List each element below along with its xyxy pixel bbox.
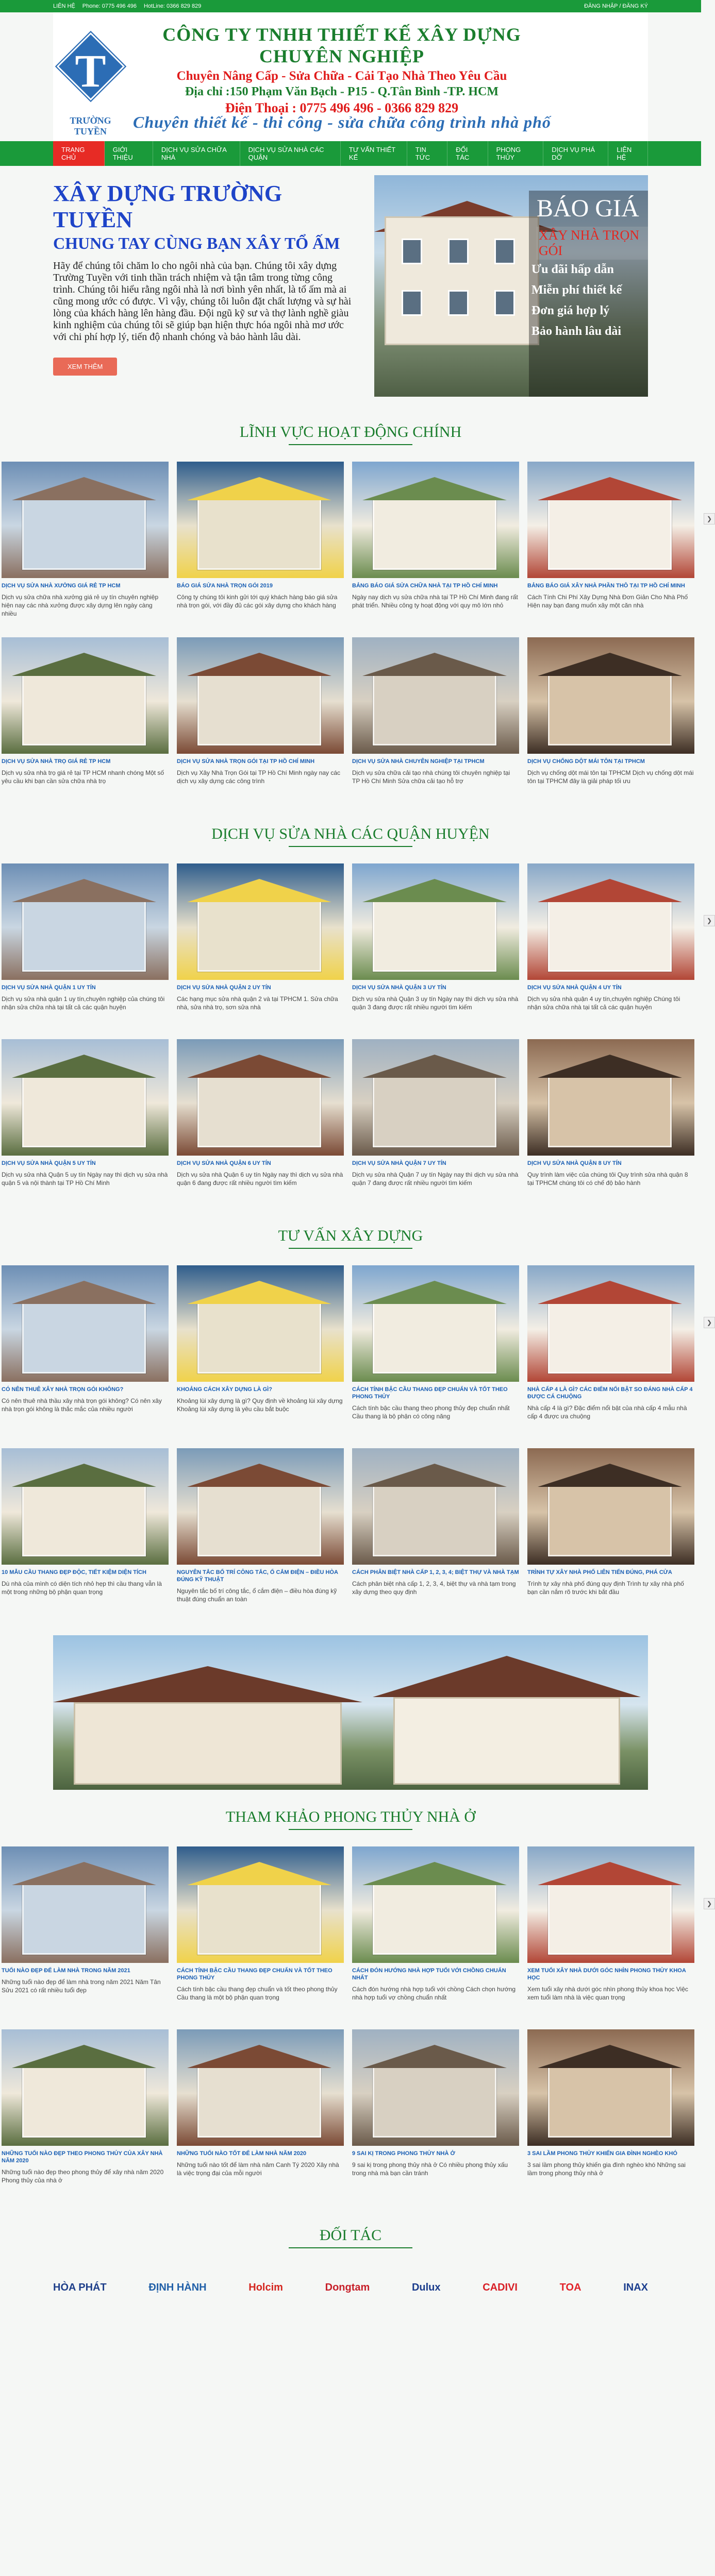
house-shape [385,216,539,345]
post-thumbnail[interactable] [2,637,169,754]
post-title[interactable]: CÓ NÊN THUÊ XÂY NHÀ TRỌN GÓI KHÔNG? [2,1386,124,1393]
post-title[interactable]: NHỮNG TUỔI NÀO ĐẸP THEO PHONG THỦY CỦA XÂY NHÀ NĂM 2020 [2,2150,163,2164]
post-card[interactable] [2,1846,169,2018]
post-excerpt: Dịch vụ Xây Nhà Trọn Gói tại TP Hồ Chí Minh ngày nay các dịch vụ xây dựng các công trình [177,769,341,785]
post-thumbnail[interactable] [527,1846,694,1963]
post-title[interactable]: DỊCH VỤ SỬA NHÀ XƯỞNG GIÁ RẺ TP HCM [2,583,121,589]
login-link[interactable]: ĐĂNG NHẬP / ĐĂNG KÝ [584,3,648,9]
post-title[interactable]: DỊCH VỤ SỬA NHÀ QUẬN 1 UY TÍN [2,985,96,991]
post-card[interactable] [177,2029,344,2201]
post-card[interactable] [352,1846,519,2018]
post-excerpt: Công ty chúng tôi kinh gửi tới quý khách hàng báo giá sửa nhà trọn gói, với đầy đủ các gói xây dựng cho khách hàng [177,594,338,609]
logo-name: TRƯỜNG TUYỀN [70,115,111,137]
banner-line: Ưu đãi hấp dẫn [531,263,614,276]
hero-banner[interactable] [374,175,648,397]
slogan: Chuyên thiết kế - thi công - sửa chữa công trình nhà phố [133,113,551,131]
post-thumbnail[interactable] [352,2029,519,2146]
post-thumbnail[interactable] [527,637,694,754]
post-thumbnail[interactable] [2,1265,169,1382]
post-thumbnail[interactable] [352,637,519,754]
post-excerpt: Xem tuổi xây nhà dưới góc nhìn phong thủy khoa học Việc xem tuổi làm nhà là việc quan trọng [527,1986,688,2001]
post-card[interactable] [527,2029,694,2201]
post-thumbnail[interactable] [2,863,169,980]
post-card[interactable] [2,1265,169,1437]
section-title [0,825,701,847]
carousel-next-icon[interactable]: ❯ [704,1317,715,1328]
post-excerpt: Cách phân biệt nhà cấp 1, 2, 3, 4, biệt thự và nhà tạm trong xây dựng theo quy định [352,1580,516,1596]
banner-line: Đơn giá hợp lý [531,304,610,317]
post-title[interactable]: TUỔI NÀO ĐẸP ĐỂ LÀM NHÀ TRONG NĂM 2021 [2,1968,130,1974]
hero-paragraph: Hãy để chúng tôi chăm lo cho ngôi nhà của bạn. Chúng tôi xây dựng Trường Tuyền với tinh thần trách nhiệm và tận tâm trong từng công trình. Chúng tôi hiểu rằng ngôi nhà là nơi bình yên nhất, là tổ ấm mà ai cũng mong ước có được. Vì vậy, chúng tôi luôn đặt chất lượng và sự hài lòng của khách hàng lên hàng đầu. Đội ngũ kỹ sư và thợ lành nghề giàu kinh nghiệm của chúng tôi sẽ giúp bạn hiện thực hóa ngôi nhà mơ ước với chi phí hợp lý, tiến độ nhanh chóng và bảo hành lâu dài. [53,260,352,343]
post-title[interactable]: TRÌNH TỰ XÂY NHÀ PHỐ LIÊN TIẾN ĐÚNG, PHÁ CỬA [527,1569,672,1575]
nav-item[interactable]: DỊCH VỤ PHÁ DỠ [543,141,608,166]
post-thumbnail[interactable] [527,1448,694,1565]
phone-line: Điện Thoại : 0775 496 496 - 0366 829 829 [225,100,459,115]
post-card[interactable] [352,637,519,802]
post-title[interactable]: DỊCH VỤ SỬA NHÀ QUẬN 3 UY TÍN [352,985,446,991]
post-card[interactable] [527,1846,694,2018]
post-title[interactable]: DỊCH VỤ SỬA NHÀ CHUYÊN NGHIỆP TẠI TPHCM [352,758,485,765]
hero [53,175,648,397]
logo[interactable] [53,28,128,137]
nav-item[interactable]: DỊCH VỤ SỬA NHÀ CÁC QUẬN [240,141,341,166]
services-line: Chuyên Nâng Cấp - Sửa Chữa - Cải Tạo Nhà Theo Yêu Cầu [176,69,507,83]
section-title-text: THAM KHẢO PHONG THỦY NHÀ Ở [225,1808,476,1825]
banner-subtitle: XÂY NHÀ TRỌN GÓI [537,227,648,260]
post-card[interactable] [352,462,519,626]
post-excerpt: Dịch vụ sửa nhà Quận 5 uy tín Ngày nay thì dịch vụ sửa nhà quận 5 và nội thành tại TP Hồ Chí Minh [2,1171,168,1187]
tuvan-grid [2,1265,712,1620]
post-thumbnail[interactable] [177,1039,344,1156]
nav-item[interactable]: TIN TỨC [407,141,448,166]
post-excerpt: Dịch vụ chống dột mái tôn tại TPHCM Dịch vụ chống dột mái tôn tại TPHCM đây là giải pháp tối ưu [527,769,694,785]
header-info [161,24,522,116]
post-thumbnail[interactable] [177,637,344,754]
post-excerpt: Quy trình làm việc của chúng tôi Quy trình sửa nhà quận 8 tại TPHCM chúng tôi có chế độ bảo hành [527,1171,688,1187]
hero-text [53,175,355,397]
post-title[interactable]: XEM TUỔI XÂY NHÀ DƯỚI GÓC NHÌN PHONG THỦY KHOA HỌC [527,1968,686,1981]
post-excerpt: Trình tự xây nhà phố đúng quy định Trình tự xây nhà phố bạn cần nắm rõ trước khi bắt đầu [527,1580,684,1596]
post-title[interactable]: DỊCH VỤ SỬA NHÀ TRỌ GIÁ RẺ TP HCM [2,758,111,765]
top-bar [0,0,701,12]
post-title[interactable]: DỊCH VỤ CHỐNG DỘT MÁI TÔN TẠI TPHCM [527,758,645,765]
post-card[interactable] [177,1039,344,1204]
hero-subtitle: CHUNG TAY CÙNG BẠN XÂY TỔ ẤM [53,234,340,252]
post-card[interactable] [527,637,694,802]
post-excerpt: Cách tính bậc cầu thang đẹp chuẩn và tốt theo phong thủy Cầu thang là một bộ phận quan trọng [177,1986,338,2001]
nav-item[interactable]: ĐỐI TÁC [447,141,488,166]
partner-logo[interactable]: Holcim [248,2281,283,2293]
hero-title: XÂY DỰNG TRƯỜNG TUYỀN [53,181,282,232]
wide-banner-image [53,1635,648,1790]
post-excerpt: Có nên thuê nhà thầu xây nhà trọn gói không? Có nên xây nhà trọn gói không là thắc mắc của nhiều người [2,1397,162,1413]
post-card[interactable] [2,637,169,802]
logo-letter: T [75,46,106,97]
company-name: CÔNG TY TNHH THIẾT KẾ XÂY DỰNG CHUYÊN NGHIỆP [162,24,521,66]
post-thumbnail[interactable] [527,2029,694,2146]
post-card[interactable] [352,1448,519,1620]
main-nav [0,141,701,166]
post-title[interactable]: KHOẢNG CÁCH XÂY DỰNG LÀ GÌ? [177,1386,272,1393]
nav-item[interactable]: TRANG CHỦ [53,141,105,166]
post-card[interactable] [177,863,344,1028]
post-card[interactable] [352,863,519,1028]
post-excerpt: Ngày nay dịch vụ sửa chữa nhà tại TP Hồ Chí Minh đang rất phát triển. Nhiều công ty hoạt động với quy mô lớn nhỏ [352,594,518,609]
post-thumbnail[interactable] [177,1265,344,1382]
partner-logo[interactable]: INAX [623,2281,648,2293]
site-header [53,12,648,141]
post-thumbnail[interactable] [352,1846,519,1963]
carousel-next-icon[interactable]: ❯ [704,1898,715,1909]
post-excerpt: Cách tính bậc cầu thang theo phong thủy đẹp chuẩn nhất Cầu thang là bộ phận có công năng [352,1404,510,1420]
post-card[interactable] [177,462,344,626]
post-title[interactable]: CÁCH TÍNH BẬC CẦU THANG ĐẸP CHUẨN VÀ TỐT THEO PHONG THỦY [352,1386,508,1400]
partner-logo[interactable]: Dongtam [325,2281,370,2293]
post-thumbnail[interactable] [177,462,344,578]
banner-line: Bảo hành lâu dài [531,325,622,338]
post-card[interactable] [527,1039,694,1204]
post-excerpt: Dịch vụ sửa nhà quận 4 uy tín,chuyên nghiệp Chúng tôi nhận sửa chữa nhà tại tất cả các quận huyện [527,995,680,1011]
post-excerpt: Dịch vụ sửa nhà Quận 7 uy tín Ngày nay thì dịch vụ sửa nhà quận 7 đang được rất nhiều người tìm kiếm [352,1171,519,1187]
partner-logo[interactable]: Dulux [411,2281,441,2293]
phone-text: Phone: 0775 496 496 [82,3,137,9]
post-excerpt: Nhà cấp 4 là gì? Đặc điểm nổi bật của nhà cấp 4 mẫu nhà cấp 4 được ưa chuộng [527,1404,687,1420]
post-excerpt: Cách Tính Chi Phí Xây Dựng Nhà Đơn Giản Cho Nhà Phố Hiện nay bạn đang muốn xây một căn nhà [527,594,688,609]
post-thumbnail[interactable] [177,1448,344,1565]
post-title[interactable]: DỊCH VỤ SỬA NHÀ QUẬN 7 UY TÍN [352,1160,446,1166]
post-card[interactable] [352,1039,519,1204]
post-thumbnail[interactable] [2,1846,169,1963]
nav-item[interactable]: LIÊN HỆ [608,141,648,166]
post-thumbnail[interactable] [352,1039,519,1156]
post-thumbnail[interactable] [527,462,694,578]
post-card[interactable] [2,1039,169,1204]
post-card[interactable] [2,1448,169,1620]
post-thumbnail[interactable] [2,1039,169,1156]
section-title [0,1227,701,1249]
post-title[interactable]: 9 SAI KỊ TRONG PHONG THỦY NHÀ Ở [352,2150,455,2157]
contact-link[interactable]: LIÊN HỆ [53,3,75,9]
post-title[interactable]: DỊCH VỤ SỬA NHÀ QUẬN 2 UY TÍN [177,985,271,991]
post-excerpt: Những tuổi nào đẹp theo phong thủy để xây nhà năm 2020 Phong thủy của nhà ở [2,2168,164,2184]
partner-logo[interactable]: CADIVI [483,2281,518,2293]
post-thumbnail[interactable] [352,462,519,578]
partners-row [53,2272,648,2303]
post-title[interactable]: CÁCH TÍNH BẬC CẦU THANG ĐẸP CHUẨN VÀ TỐT THEO PHONG THỦY [177,1968,332,1981]
section-title [0,2227,701,2248]
post-excerpt: Dịch vụ sửa nhà trọ giá rẻ tại TP HCM nhanh chóng Một số yêu cầu khi bạn cần sửa chữa nhà trọ [2,769,164,785]
post-card[interactable] [352,2029,519,2201]
post-card[interactable] [527,1448,694,1620]
post-card[interactable] [2,462,169,626]
post-card[interactable] [2,2029,169,2201]
partner-logo[interactable]: TOA [559,2281,581,2293]
post-excerpt: Dịch vụ sửa chữa cải tạo nhà chúng tôi chuyên nghiệp tại TP Hồ Chí Minh Sửa chữa cải tạo hỗ trợ [352,769,510,785]
post-title[interactable]: DỊCH VỤ SỬA NHÀ QUẬN 6 UY TÍN [177,1160,271,1166]
post-title[interactable]: NHÀ CẤP 4 LÀ GÌ? CÁC ĐIỂM NỔI BẬT SO ĐÁNG NHÀ CẤP 4 ĐƯỢC CÁ CHUỘNG [527,1386,693,1400]
post-card[interactable] [177,1846,344,2018]
post-thumbnail[interactable] [352,1265,519,1382]
nav-item[interactable]: GIỚI THIỆU [105,141,153,166]
post-excerpt: Nguyên tắc bố trí công tắc, ổ cắm điện – điều hòa đúng kỹ thuật đúng chuẩn an toàn [177,1587,337,1603]
post-excerpt: Dịch vụ sửa nhà quận 1 uy tín,chuyên nghiệp của chúng tôi nhận sửa chữa nhà tại tất cả các quận huyện [2,995,165,1011]
post-card[interactable] [527,462,694,626]
post-excerpt: Dịch vụ sửa nhà Quận 3 uy tín Ngày nay thì dịch vụ sửa nhà quận 3 đang được rất nhiều người tìm kiếm [352,995,519,1011]
section-title-text: LĨNH VỰC HOẠT ĐỘNG CHÍNH [239,423,462,440]
post-card[interactable] [527,1265,694,1437]
hotline-text: HotLine: 0366 829 829 [144,3,202,9]
post-thumbnail[interactable] [177,1846,344,1963]
post-excerpt: Dịch vụ sửa nhà Quận 6 uy tín Ngày nay thì dịch vụ sửa nhà quận 6 đang được rất nhiều người tìm kiếm [177,1171,343,1187]
post-title[interactable]: DỊCH VỤ SỬA NHÀ TRỌN GÓI TẠI TP HỒ CHÍ MINH [177,758,315,765]
post-card[interactable] [527,863,694,1028]
section-title-text: DỊCH VỤ SỬA NHÀ CÁC QUẬN HUYỆN [211,825,490,842]
nav-item[interactable]: PHONG THỦY [488,141,544,166]
partner-logo[interactable]: HÒA PHÁT [53,2281,107,2293]
read-more-button[interactable]: XEM THÊM [53,358,117,376]
address-line: Địa chỉ :150 Phạm Văn Bạch - P15 - Q.Tân Bình -TP. HCM [185,85,499,98]
post-thumbnail[interactable] [527,863,694,980]
partner-logo[interactable]: ĐỊNH HÀNH [148,2281,207,2293]
post-thumbnail[interactable] [352,863,519,980]
post-card[interactable] [2,863,169,1028]
post-thumbnail[interactable] [177,863,344,980]
post-title[interactable]: DỊCH VỤ SỬA NHÀ QUẬN 8 UY TÍN [527,1160,622,1166]
post-card[interactable] [177,637,344,802]
post-thumbnail[interactable] [2,2029,169,2146]
nav-item[interactable]: DỊCH VỤ SỬA CHỮA NHÀ [153,141,240,166]
post-thumbnail[interactable] [177,2029,344,2146]
post-title[interactable]: BÁO GIÁ SỬA NHÀ TRỌN GÓI 2019 [177,583,273,589]
post-excerpt: Các hạng mục sửa nhà quận 2 và tại TPHCM 1. Sửa chữa nhà, sửa nhà trọ, sơn sửa nhà [177,995,338,1011]
banner-title: BÁO GIÁ [537,195,639,222]
section-title [0,423,701,445]
post-excerpt: Dù nhà của mình có diện tích nhỏ hẹp thì cầu thang vẫn là một trong những bộ phận quan trọng [2,1580,162,1596]
post-card[interactable] [177,1448,344,1620]
post-thumbnail[interactable] [352,1448,519,1565]
phongthuy-grid [2,1846,712,2201]
post-title[interactable]: DỊCH VỤ SỬA NHÀ QUẬN 5 UY TÍN [2,1160,96,1166]
post-excerpt: Những tuổi nào tốt để làm nhà năm Canh Tý 2020 Xây nhà là việc trọng đại của mỗi người [177,2161,339,2177]
post-excerpt: 3 sai lầm phong thủy khiến gia đình nghèo khó Những sai lầm trong phong thủy nhà ở [527,2161,686,2177]
quan-grid [2,863,712,1204]
post-excerpt: 9 sai kị trong phong thủy nhà ở Có nhiều phong thủy xấu trong nhà mà bạn cần tránh [352,2161,508,2177]
post-title[interactable]: CÁCH PHÂN BIỆT NHÀ CẤP 1, 2, 3, 4; BIỆT THỰ VÀ NHÀ TẠM [352,1569,519,1575]
section-title-text: ĐỐI TÁC [319,2227,382,2244]
carousel-next-icon[interactable]: ❯ [704,513,715,524]
post-title[interactable]: DỊCH VỤ SỬA NHÀ QUẬN 4 UY TÍN [527,985,622,991]
section-title-text: TƯ VẤN XÂY DỰNG [278,1227,423,1244]
nav-item[interactable]: TƯ VẤN THIẾT KẾ [341,141,407,166]
post-title[interactable]: NHỮNG TUỔI NÀO TỐT ĐỂ LÀM NHÀ NĂM 2020 [177,2150,307,2157]
linhvuc-grid [2,462,712,802]
post-thumbnail[interactable] [527,1039,694,1156]
post-excerpt: Dịch vụ sửa chữa nhà xưởng giá rẻ uy tín chuyên nghiệp hiện nay các nhà xưởng được xây dựng lên ngày càng nhiều [2,594,159,617]
post-excerpt: Những tuổi nào đẹp để làm nhà trong năm 2021 Năm Tân Sửu 2021 có rất nhiều tuổi đẹp [2,1978,161,1994]
post-title[interactable]: NGUYÊN TẮC BỐ TRÍ CÔNG TẮC, Ổ CẮM ĐIỆN – ĐIỀU HÒA ĐÚNG KỸ THUẬT [177,1569,338,1583]
post-thumbnail[interactable] [527,1265,694,1382]
section-title [0,1808,701,1830]
post-excerpt: Khoảng lùi xây dựng là gì? Quy định về khoảng lùi xây dựng Khoảng lùi xây dựng là yêu cầu bắt buộc [177,1397,343,1413]
post-title[interactable]: 3 SAI LẦM PHONG THỦY KHIẾN GIA ĐÌNH NGHÈO KHÓ [527,2150,677,2157]
post-title[interactable]: 10 MẪU CẦU THANG ĐẸP ĐỘC, TIẾT KIỆM DIỆN TÍCH [2,1569,146,1575]
post-card[interactable] [352,1265,519,1437]
post-card[interactable] [177,1265,344,1437]
post-thumbnail[interactable] [2,462,169,578]
post-title[interactable]: BẢNG BÁO GIÁ SỬA CHỮA NHÀ TẠI TP HỒ CHÍ MINH [352,583,498,589]
post-title[interactable]: CÁCH ĐÓN HƯỚNG NHÀ HỢP TUỔI VỚI CHỒNG CHUẨN NHẤT [352,1968,506,1981]
post-title[interactable]: BẢNG BÁO GIÁ XÂY NHÀ PHẦN THÔ TẠI TP HỒ CHÍ MINH [527,583,685,589]
post-excerpt: Cách đón hướng nhà hợp tuổi với chồng Cách chọn hướng nhà hợp tuổi vợ chồng chuẩn nhất [352,1986,516,2001]
banner-line: Miễn phí thiết kế [531,283,622,297]
post-thumbnail[interactable] [2,1448,169,1565]
carousel-next-icon[interactable]: ❯ [704,915,715,926]
